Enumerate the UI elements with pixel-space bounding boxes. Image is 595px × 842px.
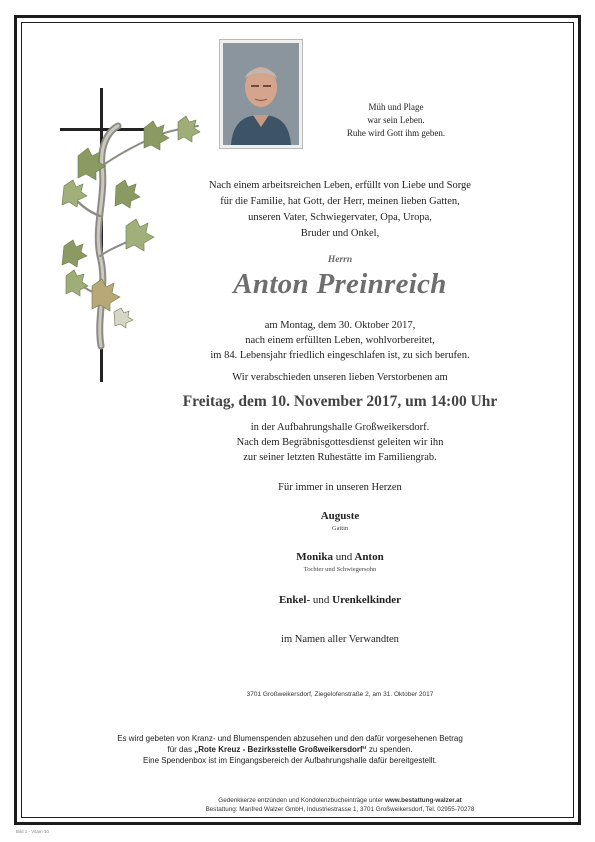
ceremony-text <box>150 420 530 465</box>
donation-organization: „Rote Kreuz - Bezirksstelle Großweikersdorf“ <box>194 745 367 754</box>
death-line: nach einem erfüllten Leben, wohlvorbereitet, <box>245 335 435 346</box>
mourner-role: Gattin <box>331 525 349 532</box>
donation-line: Es wird gebeten von Kranz- und Blumenspenden abzusehen und den dafür vorgesehenen Betrag <box>117 734 463 743</box>
donation-post: zu spenden. <box>368 745 413 754</box>
salutation: Herrn <box>327 255 353 265</box>
deceased-name: Anton Preinreich <box>233 268 447 300</box>
mourner-conjunction: und <box>335 551 353 563</box>
funeral-datetime: Freitag, dem 10. November 2017, um 14:00 Uhr <box>182 393 498 410</box>
donation-request <box>60 733 520 766</box>
intro-line: Bruder und Onkel, <box>300 228 380 239</box>
forever-text: Für immer in unseren Herzen <box>278 482 402 493</box>
verse-line: war sein Leben. <box>367 115 425 125</box>
ceremony-line: in der Aufbahrungshalle Großweikersdorf. <box>250 422 430 433</box>
portrait-photo <box>219 39 303 149</box>
death-notice <box>150 318 530 363</box>
ceremony-line: Nach dem Begräbnisgottesdienst geleiten wir ihn <box>236 437 444 448</box>
footer-pre: Gedenkkerze entzünden und Kondolenzbucheinträge unter <box>218 797 384 804</box>
mourner-name: Auguste <box>320 510 360 522</box>
verse-line: Müh und Plage <box>368 102 424 112</box>
donation-line <box>60 744 520 755</box>
donation-pre: für das <box>167 745 192 754</box>
intro-line: unseren Vater, Schwiegervater, Opa, Uropa, <box>248 212 432 223</box>
intro-line: für die Familie, hat Gott, der Herr, meinen lieben Gatten, <box>220 196 460 207</box>
portrait-image <box>223 43 299 145</box>
print-note: Bild 1 · Vitam 10 <box>16 829 49 834</box>
farewell-text: Wir verabschieden unseren lieben Verstorbenen am <box>232 372 448 383</box>
place-date: 3701 Großweikersdorf, Ziegelofenstraße 2, am 31. Oktober 2017 <box>246 691 434 698</box>
intro-line: Nach einem arbeitsreichen Leben, erfüllt von Liebe und Sorge <box>209 180 471 191</box>
mourner-first: Enkel- <box>278 594 311 606</box>
verse-line: Ruhe wird Gott ihm geben. <box>346 128 446 138</box>
website-link[interactable]: www.bestattung-walzer.at <box>384 797 462 804</box>
mourner-role: Tochter und Schwiegersohn <box>303 566 377 573</box>
intro-text <box>150 178 530 242</box>
ceremony-line: zur seiner letzten Ruhestätte im Familiengrab. <box>243 452 437 463</box>
mourner-conjunction: und <box>312 594 330 606</box>
donation-line: Eine Spendenbox ist im Eingangsbereich der Aufbahrungshalle dafür bereitgestellt. <box>143 756 437 765</box>
verse <box>306 101 486 140</box>
mourner-second: Anton <box>354 551 384 563</box>
relatives-text: im Namen aller Verwandten <box>281 634 399 645</box>
death-line: im 84. Lebensjahr friedlich eingeschlafen ist, zu sich berufen. <box>210 350 470 361</box>
mourner-second: Urenkelkinder <box>332 594 402 606</box>
footer <box>100 796 580 814</box>
cross-horizontal-beam <box>60 128 146 131</box>
mourner-first: Monika <box>296 551 333 563</box>
mourner-name <box>150 551 530 563</box>
death-line: am Montag, dem 30. Oktober 2017, <box>264 320 416 331</box>
footer-line <box>100 796 580 805</box>
mourner-name <box>150 594 530 606</box>
footer-line: Bestattung: Manfred Walzer GmbH, Industriestrasse 1, 3701 Großweikersdorf, Tel. 02955-70278 <box>205 806 475 813</box>
